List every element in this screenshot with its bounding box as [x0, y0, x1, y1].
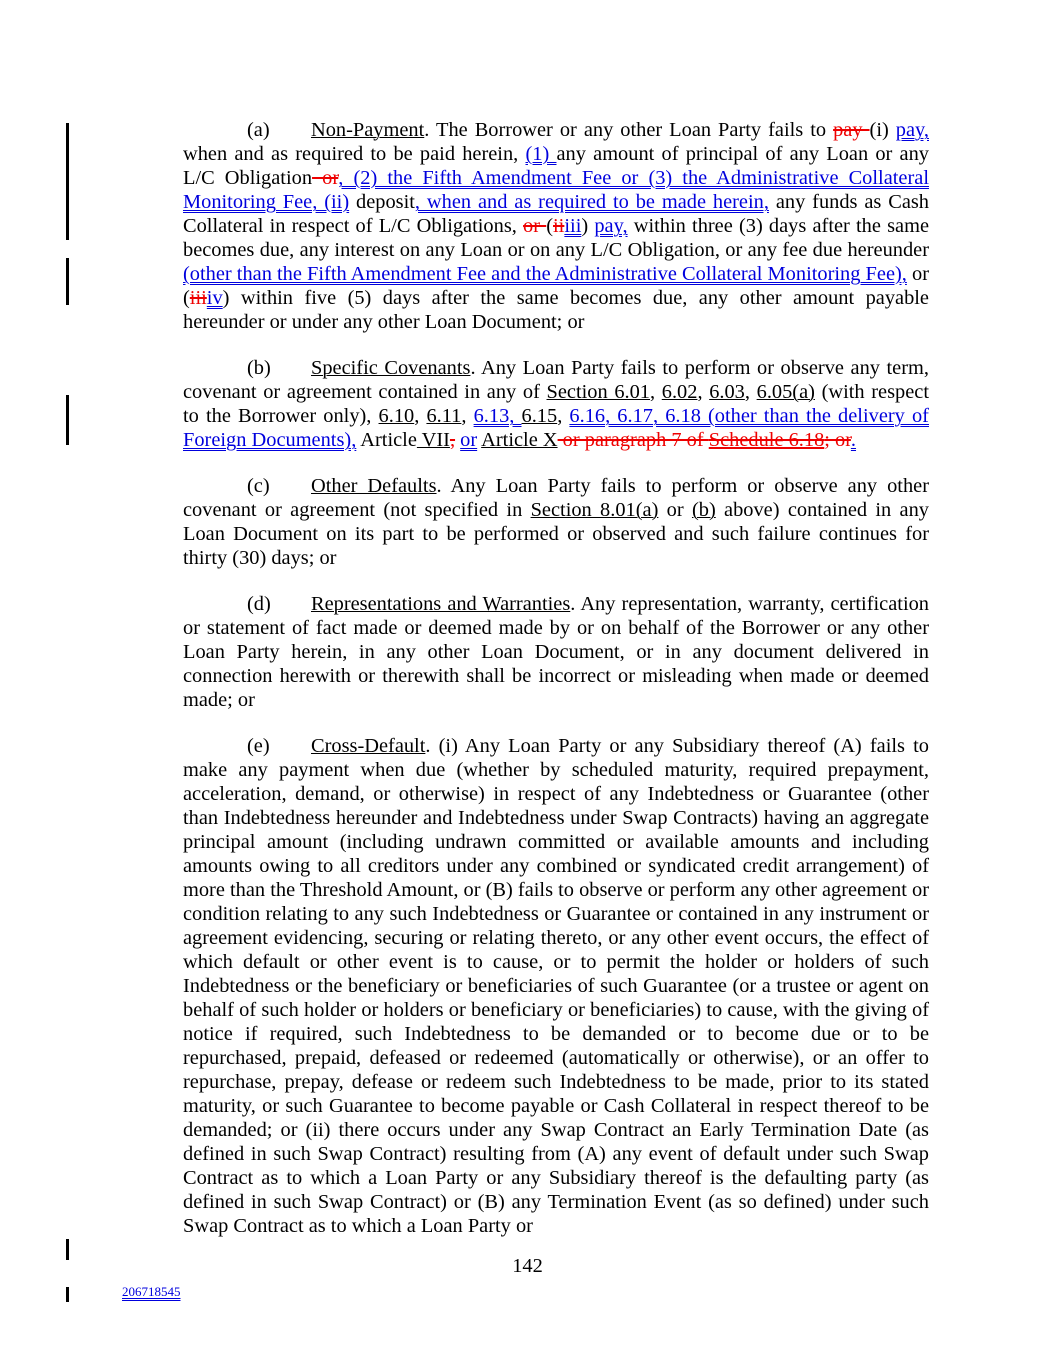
change-bar — [66, 123, 69, 240]
body-text: Article — [356, 429, 417, 451]
inserted-text: . — [850, 429, 857, 451]
inserted-text: or — [460, 429, 478, 451]
cross-reference: Section 6.01 — [546, 381, 650, 403]
inserted-text: iii — [564, 215, 582, 237]
cross-reference: 6.15 — [521, 405, 558, 427]
deleted-text: or — [523, 215, 547, 237]
body-text: , — [414, 405, 427, 427]
cross-reference: Non-Payment — [311, 119, 425, 141]
cross-reference: 6.05(a) — [756, 381, 815, 403]
paragraph-marker: (a) — [247, 119, 270, 141]
deleted-text: pay — [833, 119, 870, 141]
body-text: ) — [581, 215, 595, 237]
deleted-text: , — [449, 429, 456, 451]
change-bar — [66, 1287, 69, 1302]
body-text: or ( — [183, 263, 929, 309]
paragraph-marker: (b) — [247, 357, 271, 379]
body-text: ( — [546, 215, 554, 237]
cross-reference: 6.10 — [378, 405, 415, 427]
inserted-text: , (2) the Fifth Amendment Fee or (3) the Administrative Collateral Monitoring Fee, (ii) — [183, 167, 929, 213]
page-number: 142 — [512, 1255, 543, 1277]
body-text: within three (3) days after the same becomes due, any interest on any Loan or on any L/C Obligation, or any fee due hereunder — [183, 215, 929, 261]
body-text: , — [697, 381, 710, 403]
change-bar — [66, 258, 69, 305]
cross-reference: (b) — [691, 499, 716, 521]
body-text: . Any Loan Party fails to perform or observe any other covenant or agreement (not specified in — [183, 475, 929, 521]
body-text: (with respect to the Borrower only), — [183, 381, 930, 427]
cross-reference: Representations and Warranties — [311, 593, 571, 615]
cross-reference: Specific Covenants — [311, 357, 471, 379]
footer-document-id: 206718545 — [122, 1284, 181, 1299]
body-text: above) contained in any Loan Document on its part to be performed or observed and such failure continues for thirty (30) days; or — [183, 499, 929, 569]
body-text: (i) — [869, 119, 896, 141]
cross-reference: 6.02 — [661, 381, 698, 403]
deleted-text: Schedule 6.18 — [708, 429, 825, 451]
inserted-text: 6.16, 6.17, 6.18 (other than the delivery of Foreign Documents), — [183, 405, 929, 451]
paragraph-d — [183, 592, 929, 712]
deleted-text: ; or — [824, 429, 851, 451]
paragraph-a — [183, 118, 929, 334]
deleted-text: or paragraph 7 of — [557, 429, 709, 451]
paragraph-marker: (c) — [247, 475, 270, 497]
cross-reference: 6.03 — [709, 381, 745, 403]
inserted-text: 6.13, — [473, 405, 522, 427]
inserted-text: iv — [206, 287, 223, 309]
cross-reference: VII — [416, 429, 450, 451]
paragraph-b — [183, 356, 929, 452]
cross-reference: 6.11 — [426, 405, 462, 427]
inserted-text: (1) — [525, 143, 557, 165]
body-text: any funds as Cash Collateral in respect of L/C Obligations, — [183, 191, 929, 237]
cross-reference: Other Defaults — [311, 475, 437, 497]
paragraph-e — [183, 734, 929, 1238]
body-text: when and as required to be paid herein, — [183, 143, 526, 165]
body-text: , — [557, 405, 570, 427]
body-text: . The Borrower or any other Loan Party fails to — [424, 119, 834, 141]
paragraph-marker: (e) — [247, 735, 270, 757]
deleted-text: iii — [189, 287, 207, 309]
inserted-text: pay, — [594, 215, 628, 237]
body-text: any amount of principal of any Loan or any L/C Obligation — [183, 143, 929, 189]
paragraph-c — [183, 474, 929, 570]
change-bar — [66, 395, 69, 445]
body-text: . Any representation, warranty, certification or statement of fact made or deemed made by or on behalf of the Borrower or any other Loan Party herein, in any other Loan Document, or in any document delivered in connection herewith or therewith shall be incorrect or misleading when made or deemed made; or — [183, 593, 930, 711]
body-text: deposit — [349, 191, 415, 213]
body-text: , — [461, 405, 474, 427]
cross-reference: Article X — [481, 429, 558, 451]
inserted-text: , when and as required to be made herein, — [414, 191, 769, 213]
body-text: or — [658, 499, 692, 521]
deleted-text: ii — [553, 215, 565, 237]
body-text: . Any Loan Party fails to perform or observe any term, covenant or agreement contained in any of — [183, 357, 929, 403]
paragraph-marker: (d) — [247, 593, 271, 615]
inserted-text: pay, — [895, 119, 929, 141]
deleted-text: or — [312, 167, 339, 189]
body-text: . (i) Any Loan Party or any Subsidiary thereof (A) fails to make any payment when due (whether by scheduled maturity, required prepayment, acceleration, demand, or otherwise) in respect of any Indebtedness or Guarantee (other than Indebtedness hereunder and Indebtedness under Swap Contracts) having an aggregate principal amount (including undrawn committed or available amounts and including amounts owing to all creditors under any combined or syndicated credit arrangement) of more than the Threshold Amount, or (B) fails to observe or perform any other agreement or condition relating to any such Indebtedness or Guarantee or contained in any instrument or agreement evidencing, securing or relating thereto, or any other event occurs, the effect of which default or other event is to cause, or to permit the holder or holders of such Indebtedness or the beneficiary or beneficiaries of such Guarantee (or a trustee or agent on behalf of such holder or holders or beneficiary or beneficiaries) to cause, with the giving of notice if required, such Indebtedness to be demanded or to become due or to be repurchased, prepaid, defeased or redeemed (automatically or otherwise), or an offer to repurchase, prepay, defease or redeem such Indebtedness to be made, prior to its stated maturity, or such Guarantee to become payable or Cash Collateral in respect thereof to be demanded; or (ii) there occurs under any Swap Contract an Early Termination Date (as defined in such Swap Contract) resulting from (A) any event of default under such Swap Contract as to which a Loan Party or any Subsidiary thereof is the defaulting party (as defined in such Swap Contract) or (B) any Termination Event (as so defined) under such Swap Contract as to which a Loan Party or — [183, 735, 929, 1237]
body-text: , — [744, 381, 757, 403]
inserted-text: (other than the Fifth Amendment Fee and the Administrative Collateral Monitoring Fee), — [183, 263, 907, 285]
document-body — [183, 118, 929, 1260]
cross-reference: Cross-Default — [311, 735, 426, 757]
body-text: ) within five (5) days after the same becomes due, any other amount payable hereunder or under any other Loan Document; or — [183, 287, 929, 333]
cross-reference: Section 8.01(a) — [530, 499, 659, 521]
body-text: , — [650, 381, 662, 403]
